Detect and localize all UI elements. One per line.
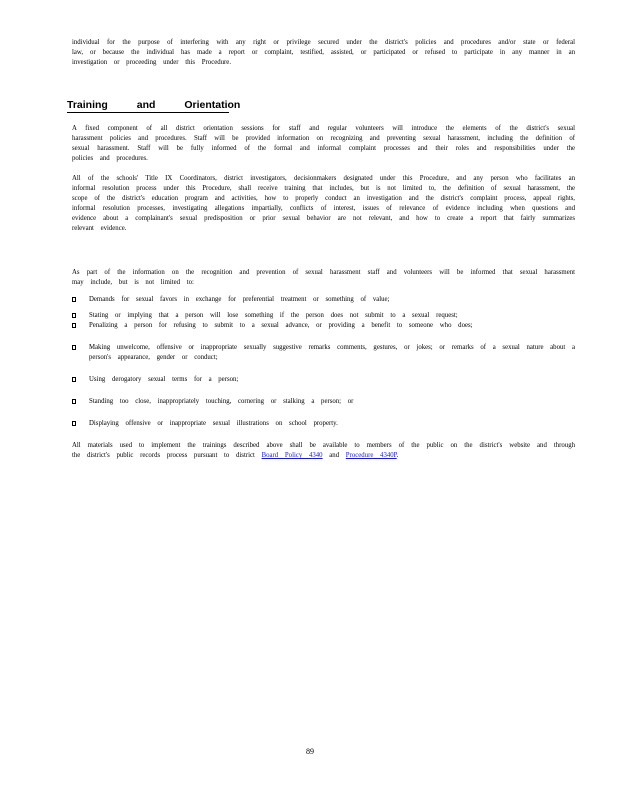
bullet-box-icon (72, 399, 76, 404)
board-policy-4340-link[interactable]: Board Policy 4340 (261, 452, 323, 459)
materials-paragraph: All materials used to implement the trainings described above shall be available to members of the public on the district's website and through the district's public records process pursuant to district Board Policy 4340 and Procedure 4340P. (72, 442, 575, 459)
page-number: 89 (306, 747, 314, 756)
bullet-box-icon (72, 345, 76, 350)
bullet-box-icon (72, 377, 76, 382)
section-heading: Training and Orientation (67, 99, 241, 111)
bullet-box-icon (72, 297, 76, 302)
procedure-4340p-link[interactable]: Procedure 4340P (345, 452, 397, 459)
list-item: Making unwelcome, offensive or inappropriate sexually suggestive remarks comments, gestures, or jokes; or remarks of a sexual nature about a person's appearance, gender or conduct; (72, 343, 575, 363)
list-item: Stating or implying that a person will lose something if the person does not submit to a sexual request; (72, 311, 575, 321)
training-paragraph: All of the schools' Title IX Coordinators, district investigators, decisionmakers designated under this Procedure, and any person who facilitates an informal resolution process under this Procedure, shall receive training that includes, but is not limited to, the definition of sexual harassment, the scope of the district's education program and activities, how to properly conduct an investigation and the district's complaint process, appeal rights, informal resolution processes, investigating allegations impartially, conflicts of interest, issues of relevance of evidence including when questions and evidence about a complainant's sexual predisposition or prior sexual behavior are not relevant, and how to create a report that fairly summarizes relevant evidence. (72, 175, 575, 232)
list-item: Penalizing a person for refusing to submit to a sexual advance, or providing a benefit to someone who does; (72, 321, 575, 331)
bullet-box-icon (72, 313, 76, 318)
harassment-examples-list (72, 295, 575, 429)
bullet-box-icon (72, 421, 76, 426)
list-item: Standing too close, inappropriately touching, cornering or stalking a person; or (72, 397, 575, 407)
orientation-paragraph: A fixed component of all district orientation sessions for staff and regular volunteers will introduce the elements of the district's sexual harassment policies and procedures. Staff will be provided information on recognizing and preventing sexual harassment, including the definition of sexual harassment. Staff will be fully informed of the formal and informal complaint processes and their roles and responsibilities under the policies and procedures. (72, 125, 575, 162)
list-item: Displaying offensive or inappropriate sexual illustrations on school property. (72, 419, 575, 429)
intro-paragraph: individual for the purpose of interfering with any right or privilege secured under the district's policies and procedures and/or state or federal law, or because the individual has made a report or complaint, testified, assisted, or participated or refused to participate in any manner in an investigation or proceeding under this Procedure. (72, 39, 575, 66)
bullet-box-icon (72, 323, 76, 328)
list-item: Using derogatory sexual terms for a person; (72, 375, 575, 385)
harassment-intro-paragraph: As part of the information on the recognition and prevention of sexual harassment staff and volunteers will be informed that sexual harassment may include, but is not limited to: (72, 269, 575, 286)
list-item: Demands for sexual favors in exchange for preferential treatment or something of value; (72, 295, 575, 305)
